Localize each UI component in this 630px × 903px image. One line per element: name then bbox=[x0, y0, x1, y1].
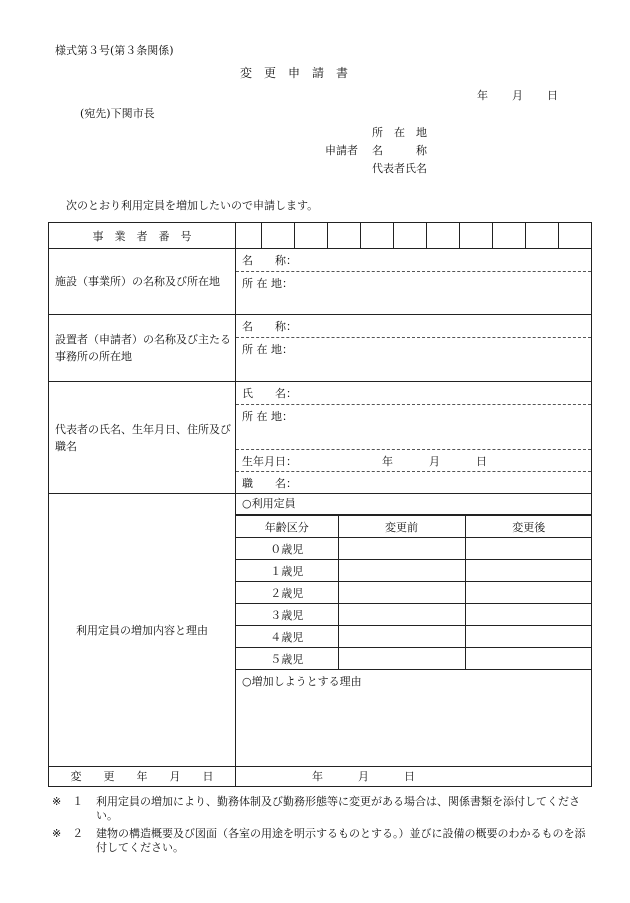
business-number-cell[interactable] bbox=[526, 223, 559, 248]
application-table bbox=[48, 222, 592, 787]
change-date-year: 年 bbox=[312, 769, 323, 783]
capacity-table bbox=[236, 515, 592, 670]
business-number-cell[interactable] bbox=[295, 223, 328, 248]
business-number-cell[interactable] bbox=[427, 223, 460, 248]
change-date-field[interactable] bbox=[236, 766, 592, 786]
applicant-rep-label: 代表者氏名 bbox=[372, 162, 427, 175]
col-age: 年齢区分 bbox=[236, 516, 338, 538]
rep-address-label: 所 在 地： bbox=[242, 409, 293, 423]
age-0: ０歳児 bbox=[236, 538, 338, 560]
capacity-label: 利用定員の増加内容と理由 bbox=[49, 494, 236, 766]
rep-birth-year: 年 bbox=[382, 455, 393, 469]
age-1: １歳児 bbox=[236, 560, 338, 582]
applicant-prefix: 申請者 bbox=[325, 144, 358, 157]
before-cell[interactable] bbox=[338, 626, 465, 648]
founder-address-field[interactable] bbox=[236, 337, 591, 380]
business-number-cell[interactable] bbox=[493, 223, 526, 248]
facility-name-field[interactable] bbox=[236, 249, 591, 271]
capacity-header: ○利用定員 bbox=[236, 494, 591, 515]
addressee: (宛先)下関市長 bbox=[80, 107, 155, 120]
founder-name-label: 名 称： bbox=[242, 320, 297, 334]
change-date-month: 月 bbox=[358, 769, 369, 783]
founder-address-label: 所 在 地： bbox=[242, 343, 293, 357]
note-1-mark: ※ １ bbox=[52, 795, 84, 808]
applicant-address-label: 所 在 地 bbox=[372, 126, 427, 139]
rep-address-field[interactable] bbox=[236, 404, 591, 450]
business-number-cell[interactable] bbox=[361, 223, 394, 248]
facility-address-label: 所 在 地： bbox=[242, 277, 293, 291]
business-number-cell[interactable] bbox=[559, 223, 591, 248]
note-2-text: 建物の構造概要及び図面（各室の用途を明示するものとする。）並びに設備の概要のわかるものを添付してください。 bbox=[96, 827, 586, 854]
note-2-mark: ※ ２ bbox=[52, 827, 84, 840]
age-5: ５歳児 bbox=[236, 648, 338, 670]
reason-label: ○増加しようとする理由 bbox=[242, 675, 362, 689]
after-cell[interactable] bbox=[465, 604, 592, 626]
age-3: ３歳児 bbox=[236, 604, 338, 626]
after-cell[interactable] bbox=[465, 538, 592, 560]
age-4: ４歳児 bbox=[236, 626, 338, 648]
note-1 bbox=[52, 795, 592, 823]
business-number-label: 事 業 者 番 号 bbox=[49, 223, 236, 249]
rep-name-field[interactable] bbox=[236, 382, 591, 404]
date-day: 日 bbox=[547, 89, 558, 102]
col-after: 変更後 bbox=[465, 516, 592, 538]
business-number-cell[interactable] bbox=[394, 223, 427, 248]
reason-field[interactable] bbox=[236, 670, 591, 765]
rep-title-field[interactable] bbox=[236, 471, 591, 493]
business-number-field[interactable] bbox=[236, 223, 592, 249]
business-number-cell[interactable] bbox=[328, 223, 361, 248]
note-1-text: 利用定員の増加により、勤務体制及び勤務形態等に変更がある場合は、関係書類を添付してください。 bbox=[96, 795, 580, 822]
col-before: 変更前 bbox=[338, 516, 465, 538]
founder-label: 設置者（申請者）の名称及び主たる事務所の所在地 bbox=[49, 315, 236, 381]
business-number-cell[interactable] bbox=[262, 223, 295, 248]
applicant-name-label: 名 称 bbox=[372, 144, 427, 157]
facility-label: 施設（事業所）の名称及び所在地 bbox=[49, 249, 236, 315]
after-cell[interactable] bbox=[465, 648, 592, 670]
change-date-label: 変 更 年 月 日 bbox=[49, 766, 236, 786]
after-cell[interactable] bbox=[465, 560, 592, 582]
before-cell[interactable] bbox=[338, 648, 465, 670]
before-cell[interactable] bbox=[338, 538, 465, 560]
date-month: 月 bbox=[512, 89, 523, 102]
page-title: 変 更 申 請 書 bbox=[240, 66, 349, 80]
before-cell[interactable] bbox=[338, 604, 465, 626]
founder-name-field[interactable] bbox=[236, 315, 591, 337]
intro-text: 次のとおり利用定員を増加したいので申請します。 bbox=[66, 199, 319, 212]
change-date-day: 日 bbox=[404, 769, 415, 783]
note-2 bbox=[52, 827, 592, 855]
representative-label: 代表者の氏名、生年月日、住所及び職名 bbox=[49, 381, 236, 494]
rep-birth-field[interactable] bbox=[236, 449, 591, 471]
business-number-cell[interactable] bbox=[460, 223, 493, 248]
date-year: 年 bbox=[477, 89, 488, 102]
rep-name-label: 氏 名： bbox=[242, 386, 297, 400]
rep-title-label: 職 名： bbox=[242, 477, 297, 491]
after-cell[interactable] bbox=[465, 626, 592, 648]
rep-birth-label: 生年月日： bbox=[242, 455, 297, 469]
facility-address-field[interactable] bbox=[236, 271, 591, 314]
after-cell[interactable] bbox=[465, 582, 592, 604]
form-number: 様式第３号(第３条関係) bbox=[55, 44, 174, 57]
before-cell[interactable] bbox=[338, 582, 465, 604]
before-cell[interactable] bbox=[338, 560, 465, 582]
facility-name-label: 名 称： bbox=[242, 254, 297, 268]
rep-birth-month: 月 bbox=[429, 455, 440, 469]
rep-birth-day: 日 bbox=[476, 455, 487, 469]
age-2: ２歳児 bbox=[236, 582, 338, 604]
